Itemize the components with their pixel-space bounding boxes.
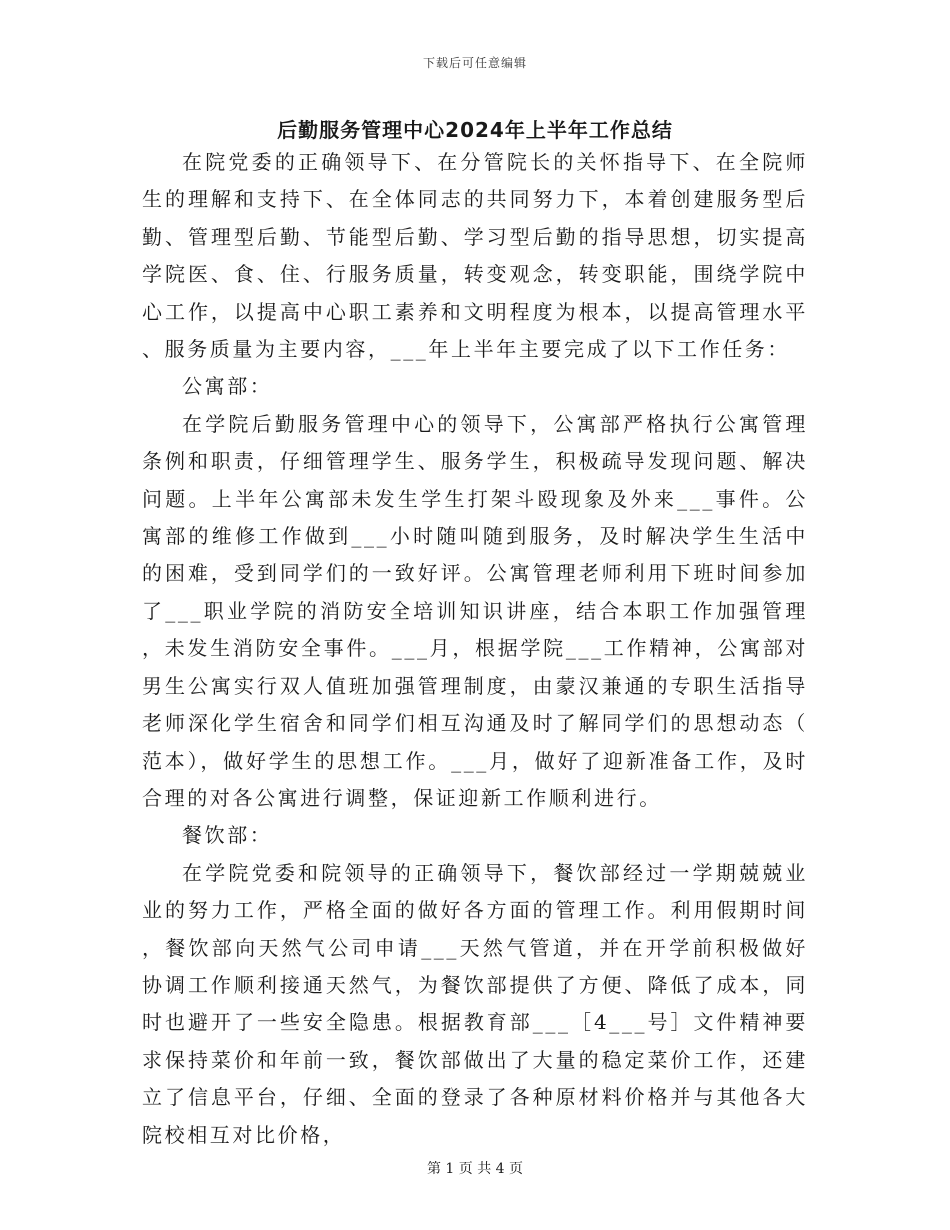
section-heading-catering: 餐饮部： <box>182 823 273 848</box>
document-body <box>142 144 808 1154</box>
apartment-paragraph: 在学院后勤服务管理中心的领导下，公寓部严格执行公寓管理条例和职责，仔细管理学生、服务学生，积极疏导发现问题、解决问题。上半年公寓部未发生学生打架斗殴现象及外来___事件。公寓部的维修工作做到___小时随叫随到服务，及时解决学生生活中的困难，受到同学们的一致好评。公寓管理老师利用下班时间参加了___职业学院的消防安全培训知识讲座，结合本职工作加强管理，未发生消防安全事件。___月，根据学院___工作精神，公寓部对男生公寓实行双人值班加强管理制度，由蒙汉兼通的专职生活指导老师深化学生宿舍和同学们相互沟通及时了解同学们的思想动态（范本），做好学生的思想工作。___月，做好了迎新准备工作，及时合理的对各公寓进行调整，保证迎新工作顺利进行。 <box>142 411 808 810</box>
catering-paragraph: 在学院党委和院领导的正确领导下，餐饮部经过一学期兢兢业业的努力工作，严格全面的做好各方面的管理工作。利用假期时间，餐饮部向天然气公司申请___天然气管道，并在开学前积极做好协调工作顺利接通天然气，为餐饮部提供了方便、降低了成本，同时也避开了一些安全隐患。根据教育部___［4___号］文件精神要求保持菜价和年前一致，餐饮部做出了大量的稳定菜价工作，还建立了信息平台，仔细、全面的登录了各种原材料价格并与其他各大院校相互对比价格， <box>142 860 808 1147</box>
section-heading-apartment: 公寓部： <box>182 374 273 399</box>
page-footer: 第 1 页 共 4 页 <box>426 1161 524 1177</box>
intro-paragraph: 在院党委的正确领导下、在分管院长的关怀指导下、在全院师生的理解和支持下、在全体同志的共同努力下，本着创建服务型后勤、管理型后勤、节能型后勤、学习型后勤的指导思想，切实提高学院医、食、住、行服务质量，转变观念，转变职能，围绕学院中心工作，以提高中心职工素养和文明程度为根本，以提高管理水平、服务质量为主要内容，___年上半年主要完成了以下工作任务： <box>142 150 808 362</box>
document-title: 后勤服务管理中心2024年上半年工作总结 <box>277 118 673 142</box>
header-note: 下载后可任意编辑 <box>422 56 527 70</box>
